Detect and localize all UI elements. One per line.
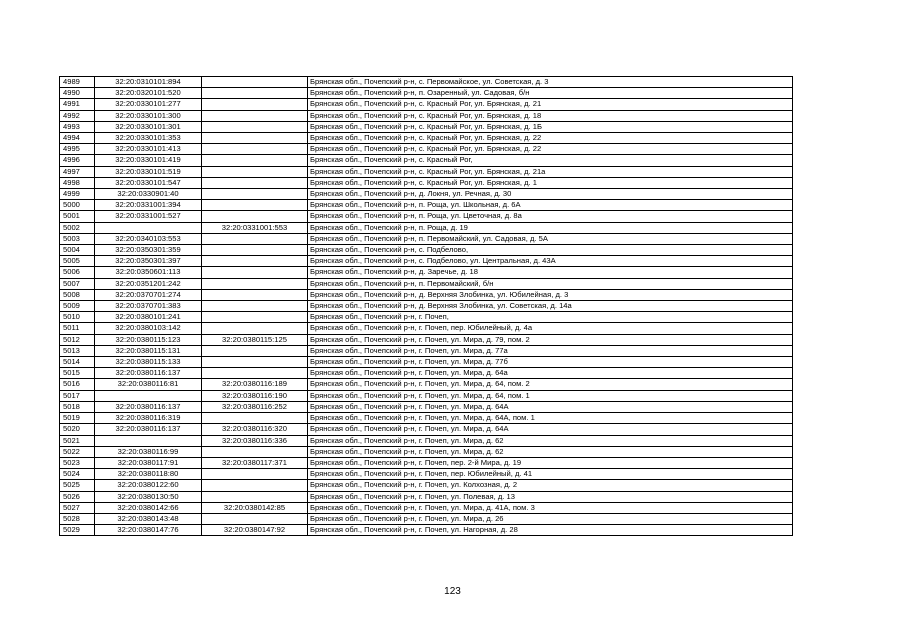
related-cadastral-number-cell xyxy=(202,133,308,144)
table-row xyxy=(60,457,793,468)
row-number-cell: 5010 xyxy=(60,312,95,323)
address-cell: Брянская обл., Почепский р-н, с. Подбелово, ул. Центральная, д. 43А xyxy=(308,256,793,267)
property-table xyxy=(59,76,793,536)
address-cell: Брянская обл., Почепский р-н, г. Почеп, пер. Юбилейный, д. 4а xyxy=(308,323,793,334)
address-cell: Брянская обл., Почепский р-н, с. Красный Рог, ул. Брянская, д. 21 xyxy=(308,99,793,110)
row-number-cell: 4989 xyxy=(60,77,95,88)
address-cell: Брянская обл., Почепский р-н, г. Почеп, ул. Мира, д. 79, пом. 2 xyxy=(308,334,793,345)
address-cell: Брянская обл., Почепский р-н, с. Подбелово, xyxy=(308,245,793,256)
related-cadastral-number-cell: 32:20:0380116:336 xyxy=(202,435,308,446)
cadastral-number-cell: 32:20:0380142:66 xyxy=(95,502,202,513)
row-number-cell: 5027 xyxy=(60,502,95,513)
row-number-cell: 5013 xyxy=(60,345,95,356)
related-cadastral-number-cell xyxy=(202,323,308,334)
table-row xyxy=(60,166,793,177)
row-number-cell: 4992 xyxy=(60,110,95,121)
cadastral-number-cell: 32:20:0331001:527 xyxy=(95,211,202,222)
table-row xyxy=(60,312,793,323)
related-cadastral-number-cell xyxy=(202,99,308,110)
related-cadastral-number-cell xyxy=(202,446,308,457)
cadastral-number-cell: 32:20:0330101:413 xyxy=(95,144,202,155)
address-cell: Брянская обл., Почепский р-н, г. Почеп, ул. Мира, д. 77б xyxy=(308,357,793,368)
related-cadastral-number-cell xyxy=(202,480,308,491)
table-row xyxy=(60,267,793,278)
cadastral-number-cell: 32:20:0380115:123 xyxy=(95,334,202,345)
address-cell: Брянская обл., Почепский р-н, п. Роща, д. 19 xyxy=(308,222,793,233)
cadastral-number-cell: 32:20:0380101:241 xyxy=(95,312,202,323)
related-cadastral-number-cell: 32:20:0380116:252 xyxy=(202,401,308,412)
row-number-cell: 5029 xyxy=(60,525,95,536)
related-cadastral-number-cell xyxy=(202,144,308,155)
table-row xyxy=(60,301,793,312)
address-cell: Брянская обл., Почепский р-н, с. Первомайское, ул. Советская, д. 3 xyxy=(308,77,793,88)
related-cadastral-number-cell: 32:20:0331001:553 xyxy=(202,222,308,233)
address-cell: Брянская обл., Почепский р-н, с. Красный Рог, ул. Брянская, д. 21а xyxy=(308,166,793,177)
table-row xyxy=(60,424,793,435)
cadastral-number-cell: 32:20:0380117:91 xyxy=(95,457,202,468)
address-cell: Брянская обл., Почепский р-н, с. Красный Рог, ул. Брянская, д. 18 xyxy=(308,110,793,121)
cadastral-number-cell: 32:20:0380143:48 xyxy=(95,513,202,524)
address-cell: Брянская обл., Почепский р-н, с. Красный Рог, xyxy=(308,155,793,166)
related-cadastral-number-cell xyxy=(202,110,308,121)
address-cell: Брянская обл., Почепский р-н, г. Почеп, ул. Мира, д. 41А, пом. 3 xyxy=(308,502,793,513)
address-cell: Брянская обл., Почепский р-н, г. Почеп, ул. Мира, д. 64А, пом. 1 xyxy=(308,413,793,424)
cadastral-number-cell: 32:20:0380116:319 xyxy=(95,413,202,424)
cadastral-number-cell: 32:20:0331001:394 xyxy=(95,200,202,211)
table-row xyxy=(60,480,793,491)
address-cell: Брянская обл., Почепский р-н, п. Роща, ул. Школьная, д. 6А xyxy=(308,200,793,211)
table-row xyxy=(60,133,793,144)
related-cadastral-number-cell xyxy=(202,469,308,480)
row-number-cell: 5028 xyxy=(60,513,95,524)
cadastral-number-cell: 32:20:0330101:277 xyxy=(95,99,202,110)
row-number-cell: 5005 xyxy=(60,256,95,267)
cadastral-number-cell: 32:20:0380115:131 xyxy=(95,345,202,356)
address-cell: Брянская обл., Почепский р-н, г. Почеп, ул. Мира, д. 62 xyxy=(308,446,793,457)
related-cadastral-number-cell: 32:20:0380147:92 xyxy=(202,525,308,536)
cadastral-number-cell: 32:20:0330101:353 xyxy=(95,133,202,144)
row-number-cell: 4993 xyxy=(60,121,95,132)
row-number-cell: 5001 xyxy=(60,211,95,222)
cadastral-number-cell xyxy=(95,435,202,446)
cadastral-number-cell: 32:20:0370701:274 xyxy=(95,289,202,300)
row-number-cell: 4990 xyxy=(60,88,95,99)
address-cell: Брянская обл., Почепский р-н, п. Первомайский, ул. Садовая, д. 5А xyxy=(308,233,793,244)
property-table-body xyxy=(60,77,793,536)
cadastral-number-cell: 32:20:0380116:137 xyxy=(95,424,202,435)
cadastral-number-cell: 32:20:0380122:60 xyxy=(95,480,202,491)
cadastral-number-cell: 32:20:0380116:99 xyxy=(95,446,202,457)
related-cadastral-number-cell xyxy=(202,233,308,244)
row-number-cell: 5015 xyxy=(60,368,95,379)
table-row xyxy=(60,77,793,88)
related-cadastral-number-cell xyxy=(202,166,308,177)
related-cadastral-number-cell xyxy=(202,77,308,88)
row-number-cell: 5014 xyxy=(60,357,95,368)
cadastral-number-cell: 32:20:0310101:894 xyxy=(95,77,202,88)
table-row xyxy=(60,177,793,188)
row-number-cell: 5019 xyxy=(60,413,95,424)
row-number-cell: 5020 xyxy=(60,424,95,435)
table-row xyxy=(60,513,793,524)
row-number-cell: 5008 xyxy=(60,289,95,300)
address-cell: Брянская обл., Почепский р-н, с. Красный Рог, ул. Брянская, д. 1 xyxy=(308,177,793,188)
row-number-cell: 5016 xyxy=(60,379,95,390)
address-cell: Брянская обл., Почепский р-н, г. Почеп, ул. Мира, д. 64, пом. 1 xyxy=(308,390,793,401)
related-cadastral-number-cell xyxy=(202,513,308,524)
table-row xyxy=(60,502,793,513)
table-row xyxy=(60,211,793,222)
row-number-cell: 5011 xyxy=(60,323,95,334)
related-cadastral-number-cell: 32:20:0380115:125 xyxy=(202,334,308,345)
address-cell: Брянская обл., Почепский р-н, г. Почеп, ул. Мира, д. 77а xyxy=(308,345,793,356)
address-cell: Брянская обл., Почепский р-н, г. Почеп, ул. Мира, д. 64, пом. 2 xyxy=(308,379,793,390)
related-cadastral-number-cell xyxy=(202,200,308,211)
row-number-cell: 5006 xyxy=(60,267,95,278)
table-row xyxy=(60,525,793,536)
related-cadastral-number-cell: 32:20:0380116:320 xyxy=(202,424,308,435)
row-number-cell: 4997 xyxy=(60,166,95,177)
row-number-cell: 5002 xyxy=(60,222,95,233)
cadastral-number-cell: 32:20:0350301:397 xyxy=(95,256,202,267)
cadastral-number-cell: 32:20:0330101:547 xyxy=(95,177,202,188)
address-cell: Брянская обл., Почепский р-н, г. Почеп, ул. Мира, д. 64А xyxy=(308,424,793,435)
row-number-cell: 5026 xyxy=(60,491,95,502)
table-row xyxy=(60,334,793,345)
cadastral-number-cell: 32:20:0380115:133 xyxy=(95,357,202,368)
table-row xyxy=(60,222,793,233)
cadastral-number-cell: 32:20:0380116:81 xyxy=(95,379,202,390)
related-cadastral-number-cell xyxy=(202,345,308,356)
row-number-cell: 4994 xyxy=(60,133,95,144)
address-cell: Брянская обл., Почепский р-н, г. Почеп, ул. Мира, д. 26 xyxy=(308,513,793,524)
address-cell: Брянская обл., Почепский р-н, д. Заречье, д. 18 xyxy=(308,267,793,278)
cadastral-number-cell: 32:20:0330101:519 xyxy=(95,166,202,177)
row-number-cell: 4991 xyxy=(60,99,95,110)
related-cadastral-number-cell xyxy=(202,491,308,502)
related-cadastral-number-cell: 32:20:0380142:85 xyxy=(202,502,308,513)
related-cadastral-number-cell xyxy=(202,278,308,289)
related-cadastral-number-cell xyxy=(202,413,308,424)
cadastral-number-cell: 32:20:0350601:113 xyxy=(95,267,202,278)
row-number-cell: 5023 xyxy=(60,457,95,468)
row-number-cell: 5021 xyxy=(60,435,95,446)
table-row xyxy=(60,189,793,200)
cadastral-number-cell: 32:20:0380116:137 xyxy=(95,368,202,379)
related-cadastral-number-cell xyxy=(202,121,308,132)
address-cell: Брянская обл., Почепский р-н, г. Почеп, пер. 2-й Мира, д. 19 xyxy=(308,457,793,468)
table-row xyxy=(60,357,793,368)
related-cadastral-number-cell: 32:20:0380117:371 xyxy=(202,457,308,468)
row-number-cell: 5024 xyxy=(60,469,95,480)
address-cell: Брянская обл., Почепский р-н, г. Почеп, ул. Мира, д. 64А xyxy=(308,401,793,412)
cadastral-number-cell: 32:20:0330101:301 xyxy=(95,121,202,132)
table-row xyxy=(60,233,793,244)
row-number-cell: 5007 xyxy=(60,278,95,289)
cadastral-number-cell: 32:20:0380147:76 xyxy=(95,525,202,536)
cadastral-number-cell: 32:20:0380130:50 xyxy=(95,491,202,502)
address-cell: Брянская обл., Почепский р-н, д. Верхняя Злобинка, ул. Юбилейная, д. 3 xyxy=(308,289,793,300)
cadastral-number-cell xyxy=(95,222,202,233)
page-number: 123 xyxy=(444,586,461,597)
table-row xyxy=(60,144,793,155)
related-cadastral-number-cell xyxy=(202,155,308,166)
related-cadastral-number-cell: 32:20:0380116:189 xyxy=(202,379,308,390)
cadastral-number-cell xyxy=(95,390,202,401)
table-row xyxy=(60,256,793,267)
row-number-cell: 5022 xyxy=(60,446,95,457)
cadastral-number-cell: 32:20:0340103:553 xyxy=(95,233,202,244)
row-number-cell: 4999 xyxy=(60,189,95,200)
table-row xyxy=(60,368,793,379)
table-row xyxy=(60,99,793,110)
cadastral-number-cell: 32:20:0380118:80 xyxy=(95,469,202,480)
cadastral-number-cell: 32:20:0350301:359 xyxy=(95,245,202,256)
related-cadastral-number-cell xyxy=(202,368,308,379)
address-cell: Брянская обл., Почепский р-н, с. Красный Рог, ул. Брянская, д. 22 xyxy=(308,144,793,155)
address-cell: Брянская обл., Почепский р-н, г. Почеп, xyxy=(308,312,793,323)
row-number-cell: 5018 xyxy=(60,401,95,412)
related-cadastral-number-cell xyxy=(202,256,308,267)
row-number-cell: 5025 xyxy=(60,480,95,491)
address-cell: Брянская обл., Почепский р-н, г. Почеп, ул. Нагорная, д. 28 xyxy=(308,525,793,536)
row-number-cell: 4995 xyxy=(60,144,95,155)
row-number-cell: 4998 xyxy=(60,177,95,188)
address-cell: Брянская обл., Почепский р-н, г. Почеп, ул. Колхозная, д. 2 xyxy=(308,480,793,491)
cadastral-number-cell: 32:20:0330101:300 xyxy=(95,110,202,121)
row-number-cell: 5003 xyxy=(60,233,95,244)
table-row xyxy=(60,121,793,132)
table-row xyxy=(60,390,793,401)
address-cell: Брянская обл., Почепский р-н, п. Роща, ул. Цветочная, д. 8а xyxy=(308,211,793,222)
table-row xyxy=(60,446,793,457)
cadastral-number-cell: 32:20:0380103:142 xyxy=(95,323,202,334)
address-cell: Брянская обл., Почепский р-н, с. Красный Рог, ул. Брянская, д. 1Б xyxy=(308,121,793,132)
table-row xyxy=(60,200,793,211)
address-cell: Брянская обл., Почепский р-н, с. Красный Рог, ул. Брянская, д. 22 xyxy=(308,133,793,144)
table-row xyxy=(60,345,793,356)
address-cell: Брянская обл., Почепский р-н, г. Почеп, ул. Мира, д. 64а xyxy=(308,368,793,379)
table-row xyxy=(60,413,793,424)
related-cadastral-number-cell xyxy=(202,357,308,368)
address-cell: Брянская обл., Почепский р-н, д. Локня, ул. Речная, д. 30 xyxy=(308,189,793,200)
related-cadastral-number-cell xyxy=(202,267,308,278)
row-number-cell: 5000 xyxy=(60,200,95,211)
related-cadastral-number-cell xyxy=(202,211,308,222)
address-cell: Брянская обл., Почепский р-н, г. Почеп, пер. Юбилейный, д. 41 xyxy=(308,469,793,480)
table-row xyxy=(60,491,793,502)
address-cell: Брянская обл., Почепский р-н, г. Почеп, ул. Мира, д. 62 xyxy=(308,435,793,446)
table-row xyxy=(60,379,793,390)
table-row xyxy=(60,88,793,99)
row-number-cell: 5009 xyxy=(60,301,95,312)
row-number-cell: 5004 xyxy=(60,245,95,256)
table-row xyxy=(60,155,793,166)
cadastral-number-cell: 32:20:0330101:419 xyxy=(95,155,202,166)
row-number-cell: 5017 xyxy=(60,390,95,401)
table-row xyxy=(60,401,793,412)
table-row xyxy=(60,323,793,334)
cadastral-number-cell: 32:20:0320101:520 xyxy=(95,88,202,99)
cadastral-number-cell: 32:20:0370701:383 xyxy=(95,301,202,312)
related-cadastral-number-cell xyxy=(202,312,308,323)
related-cadastral-number-cell xyxy=(202,245,308,256)
row-number-cell: 4996 xyxy=(60,155,95,166)
related-cadastral-number-cell xyxy=(202,189,308,200)
address-cell: Брянская обл., Почепский р-н, д. Верхняя Злобинка, ул. Советская, д. 14а xyxy=(308,301,793,312)
cadastral-number-cell: 32:20:0380116:137 xyxy=(95,401,202,412)
address-cell: Брянская обл., Почепский р-н, п. Озаренный, ул. Садовая, б/н xyxy=(308,88,793,99)
table-row xyxy=(60,435,793,446)
address-cell: Брянская обл., Почепский р-н, п. Первомайский, б/н xyxy=(308,278,793,289)
related-cadastral-number-cell xyxy=(202,88,308,99)
table-row xyxy=(60,245,793,256)
table-row xyxy=(60,110,793,121)
related-cadastral-number-cell xyxy=(202,301,308,312)
related-cadastral-number-cell xyxy=(202,289,308,300)
related-cadastral-number-cell: 32:20:0380116:190 xyxy=(202,390,308,401)
related-cadastral-number-cell xyxy=(202,177,308,188)
table-row xyxy=(60,289,793,300)
table-row xyxy=(60,469,793,480)
cadastral-number-cell: 32:20:0330901:40 xyxy=(95,189,202,200)
cadastral-number-cell: 32:20:0351201:242 xyxy=(95,278,202,289)
row-number-cell: 5012 xyxy=(60,334,95,345)
table-row xyxy=(60,278,793,289)
address-cell: Брянская обл., Почепский р-н, г. Почеп, ул. Полевая, д. 13 xyxy=(308,491,793,502)
